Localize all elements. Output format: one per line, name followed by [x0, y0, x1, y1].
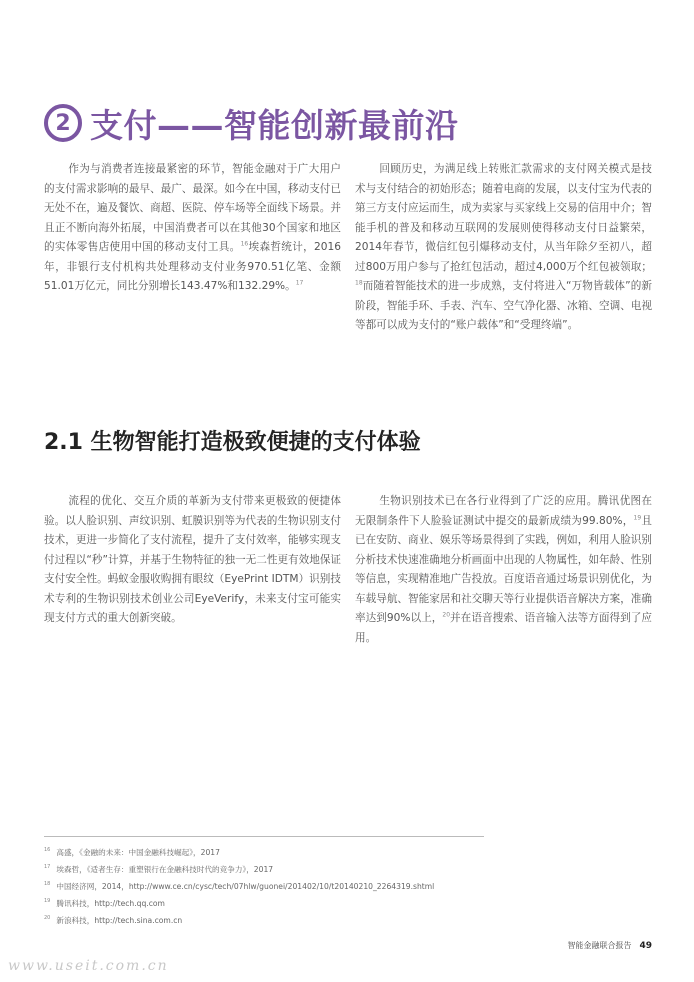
- chapter-heading: [44, 98, 459, 148]
- footnotes: [44, 844, 644, 929]
- footnote-item: [44, 878, 644, 895]
- intro-right-text-2: 而随着智能技术的进一步成熟，支付将进入“万物皆载体”的新阶段，智能手环、手表、汽车、空气净化器、冰箱、空调、电视等都可以成为支付的“账户载体”和“受理终端”。: [355, 280, 652, 331]
- footnote-ref: 19: [633, 513, 642, 521]
- section-right-paragraph: [355, 492, 652, 648]
- footnote-text: 腾讯科技，http://tech.qq.com: [56, 899, 165, 908]
- page-footer: [567, 940, 652, 951]
- section-right-text: 生物识别技术已在各行业得到了广泛的应用。腾讯优图在无限制条件下人脸验证测试中提交的最新成绩为99.80%，: [355, 495, 652, 527]
- footnote-divider: [44, 836, 484, 837]
- footnote-text: 埃森哲，《适者生存：重塑银行在金融科技时代的竞争力》，2017: [56, 865, 274, 874]
- section-right-text-3: 并在语音搜索、语音输入法等方面得到了应用。: [355, 612, 653, 644]
- footnote-ref: 20: [442, 611, 451, 619]
- footnote-item: [44, 895, 644, 912]
- section-left-paragraph: [44, 492, 341, 629]
- footnote-number: 17: [44, 864, 51, 871]
- section-right-text-2: 且已在安防、商业、娱乐等场景得到了实践，例如，利用人脸识别分析技术快速准确地分析画面中出现的人物属性，如年龄、性别等信息，实现精准地广告投放。百度语音通过场景识别优化，为车载导航、智能家居和社交聊天等行业提供语音解决方案，准确率达到90%以上，: [355, 514, 652, 624]
- chapter-number: 2: [55, 110, 71, 136]
- report-name: 智能金融联合报告: [567, 941, 632, 950]
- footnote-number: 20: [44, 915, 51, 922]
- chapter-title: 支付——智能创新最前沿: [90, 105, 459, 145]
- intro-left-paragraph: [44, 160, 341, 297]
- section-title: 2.1 生物智能打造极致便捷的支付体验: [44, 430, 421, 455]
- section-left-text: 流程的优化、交互介质的革新为支付带来更极致的便捷体验。以人脸识别、声纹识别、虹膜识别等为代表的生物识别支付技术，更进一步简化了支付流程，提升了支付效率，能够实现支付过程以“秒”计算，并基于生物特征的独一无二性更有效地保证支付安全性。蚂蚁金服收购拥有眼纹（EyePrint IDTM）识别技术专利的生物识别技术创业公司EyeVerify，未来支付宝可能实现支付方式的重大创新突破。: [44, 495, 342, 624]
- footnote-item: [44, 912, 644, 929]
- footnote-text: 中国经济网，2014，http://www.ce.cn/cysc/tech/07hlw/guonei/201402/10/t20140210_2264319.shtml: [56, 882, 435, 891]
- footnote-ref: 16: [240, 240, 249, 248]
- footnote-item: [44, 861, 644, 878]
- page-number: 49: [639, 941, 652, 951]
- footnote-ref: 17: [295, 279, 304, 287]
- intro-right-text: 回顾历史，为满足线上转账汇款需求的支付网关模式是技术与支付结合的初始形态；随着电商的发展，以支付宝为代表的第三方支付应运而生，成为卖家与买家线上交易的信用中介；智能手机的普及和移动互联网的发展则使得移动支付日益繁荣，2014年春节，微信红包引爆移动支付，从当年除夕至初八，超过800万用户参与了抢红包活动，超过4,000万个红包被领取；: [355, 163, 652, 273]
- intro-left-text-2: 埃森哲统计，2016年，非银行支付机构共处理移动支付业务970.51亿笔、金额51.01万亿元，同比分别增长143.47%和132.29%。: [44, 241, 342, 292]
- footnote-text: 高盛，《金融的未来：中国金融科技崛起》，2017: [56, 848, 220, 857]
- footnote-ref: 18: [355, 279, 363, 287]
- intro-left-text: 作为与消费者连接最紧密的环节，智能金融对于广大用户的支付需求影响的最早、最广、最深。如今在中国，移动支付已无处不在，遍及餐饮、商超、医院、停车场等全面线下场景。并且正不断向海外拓展，中国消费者可以在其他30个国家和地区的实体零售店使用中国的移动支付工具。: [44, 163, 341, 253]
- intro-right-paragraph: [355, 160, 652, 336]
- footnote-item: [44, 844, 644, 861]
- footnote-number: 19: [44, 898, 51, 905]
- footnote-text: 新浪科技，http://tech.sina.com.cn: [56, 916, 183, 925]
- watermark: www.useit.com.cn: [8, 958, 169, 974]
- footnote-number: 18: [44, 881, 51, 888]
- chapter-number-badge: [44, 104, 82, 142]
- footnote-number: 16: [44, 847, 51, 854]
